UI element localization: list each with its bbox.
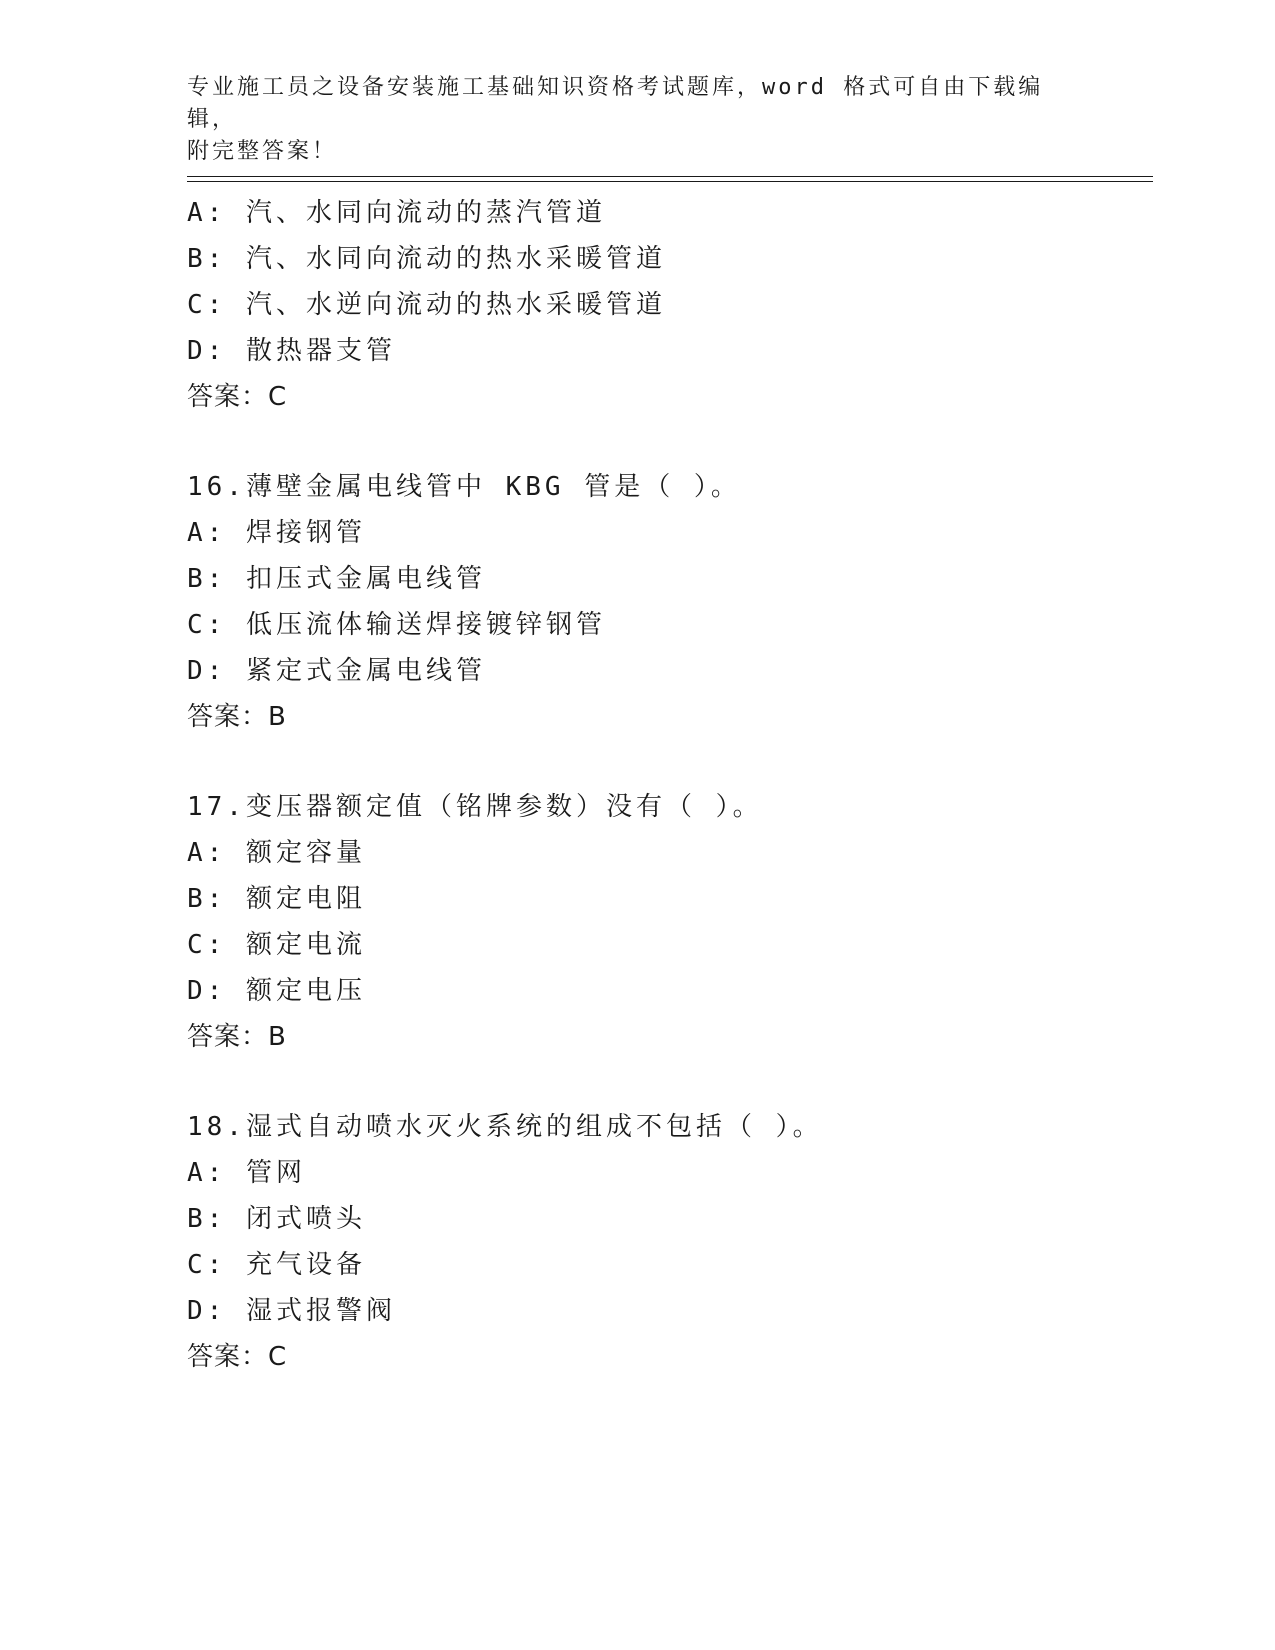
question-block-16 bbox=[187, 464, 1153, 740]
document-header bbox=[187, 72, 1067, 168]
question-block-17 bbox=[187, 784, 1153, 1060]
option-c: C: 低压流体输送焊接镀锌钢管 bbox=[187, 610, 606, 640]
answer-line: 答案：B bbox=[187, 1022, 287, 1052]
answer-line: 答案：B bbox=[187, 702, 287, 732]
option-a: A: 汽、水同向流动的蒸汽管道 bbox=[187, 198, 606, 228]
option-a: A: 管网 bbox=[187, 1158, 306, 1188]
option-c: C: 充气设备 bbox=[187, 1250, 366, 1280]
answer-line: 答案：C bbox=[187, 1342, 288, 1372]
option-a: A: 额定容量 bbox=[187, 838, 366, 868]
option-c: C: 汽、水逆向流动的热水采暖管道 bbox=[187, 290, 666, 320]
option-d: D: 额定电压 bbox=[187, 976, 366, 1006]
question-list bbox=[187, 190, 1153, 1380]
question-text: 16.薄壁金属电线管中 KBG 管是（ ）。 bbox=[187, 472, 741, 502]
option-b: B: 扣压式金属电线管 bbox=[187, 564, 486, 594]
option-b: B: 额定电阻 bbox=[187, 884, 366, 914]
header-line-1: 专业施工员之设备安装施工基础知识资格考试题库，word 格式可自由下载编辑， bbox=[187, 75, 1044, 132]
option-b: B: 汽、水同向流动的热水采暖管道 bbox=[187, 244, 666, 274]
option-c: C: 额定电流 bbox=[187, 930, 366, 960]
option-b: B: 闭式喷头 bbox=[187, 1204, 366, 1234]
question-block-18 bbox=[187, 1104, 1153, 1380]
answer-line: 答案：C bbox=[187, 382, 288, 412]
header-divider-bottom bbox=[187, 181, 1153, 182]
option-a: A: 焊接钢管 bbox=[187, 518, 366, 548]
question-text: 18.湿式自动喷水灭火系统的组成不包括（ ）。 bbox=[187, 1112, 823, 1142]
question-text: 17.变压器额定值（铭牌参数）没有（ ）。 bbox=[187, 792, 763, 822]
question-block-15 bbox=[187, 190, 1153, 420]
option-d: D: 紧定式金属电线管 bbox=[187, 656, 486, 686]
option-d: D: 散热器支管 bbox=[187, 336, 396, 366]
header-line-2: 附完整答案！ bbox=[187, 139, 338, 164]
option-d: D: 湿式报警阀 bbox=[187, 1296, 396, 1326]
header-divider-top bbox=[187, 176, 1153, 177]
